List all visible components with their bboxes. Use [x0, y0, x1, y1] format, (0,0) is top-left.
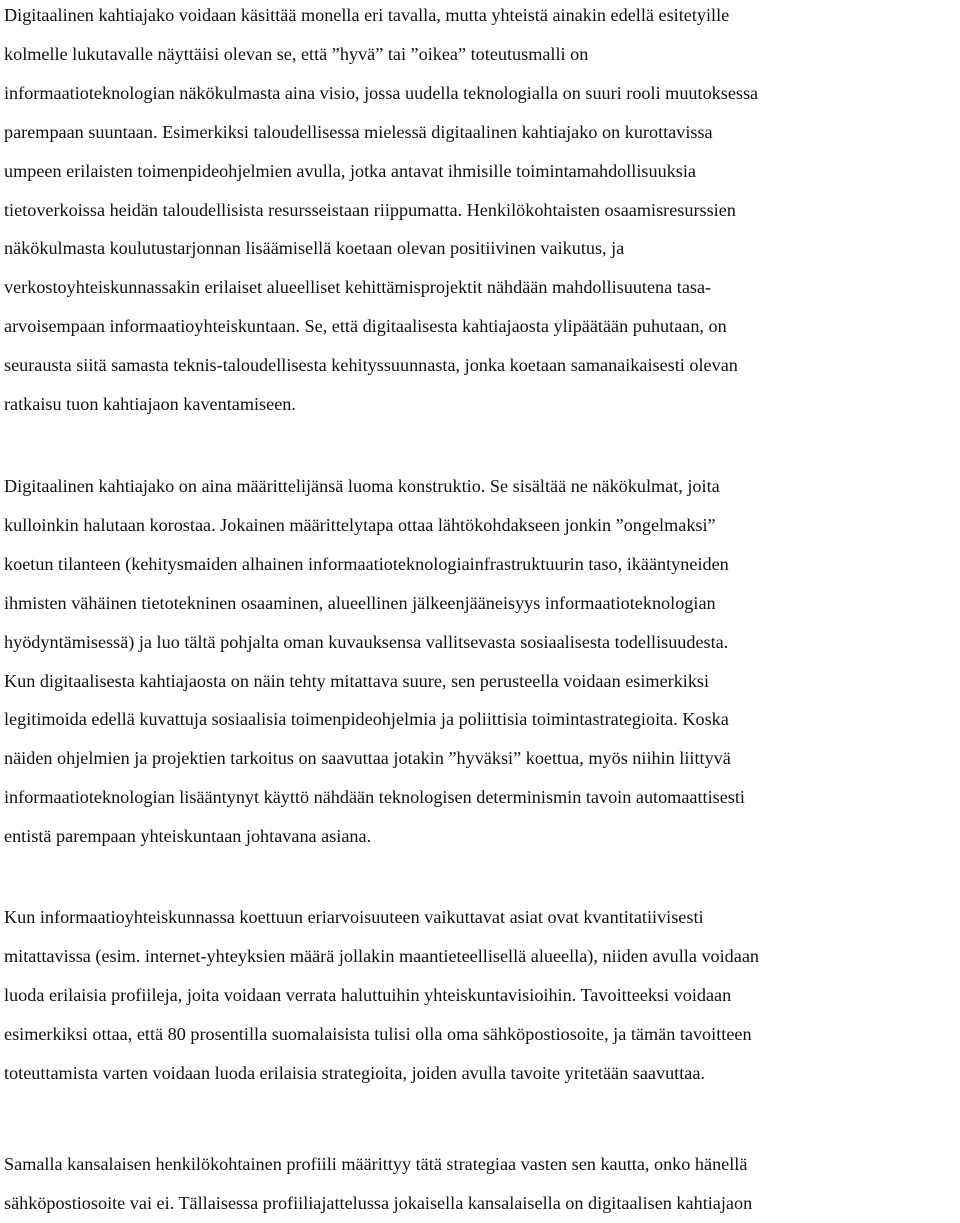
text-line: informaatioteknologian näkökulmasta aina visio, jossa uudella teknologialla on suuri rooli muutoksessa	[4, 82, 759, 103]
paragraph-3	[4, 898, 956, 1093]
text-line: legitimoida edellä kuvattuja sosiaalisia toimenpideohjelmia ja poliittisia toimintastrategioita. Koska	[4, 709, 729, 730]
paragraph-4	[4, 1145, 956, 1223]
text-line: entistä parempaan yhteiskuntaan johtavana asiana.	[4, 826, 372, 847]
text-line: parempaan suuntaan. Esimerkiksi taloudellisessa mielessä digitaalinen kahtiajako on kurottavissa	[4, 121, 713, 142]
text-line: hyödyntämisessä) ja luo tältä pohjalta oman kuvauksensa vallitsevasta sosiaalisesta todellisuudesta.	[4, 631, 729, 652]
text-line: esimerkiksi ottaa, että 80 prosentilla suomalaisista tulisi olla oma sähköpostiosoite, ja tämän tavoitteen	[4, 1023, 752, 1044]
paragraph-1	[4, 0, 956, 424]
text-line: Kun digitaalisesta kahtiajaosta on näin tehty mitattava suure, sen perusteella voidaan esimerkiksi	[4, 670, 710, 691]
text-line: verkostoyhteiskunnassakin erilaiset alueelliset kehittämisprojektit nähdään mahdollisuutena tasa-	[4, 277, 712, 298]
text-line: toteuttamista varten voidaan luoda erilaisia strategioita, joiden avulla tavoite yritetään saavuttaa.	[4, 1062, 705, 1083]
text-line: Digitaalinen kahtiajako voidaan käsittää monella eri tavalla, mutta yhteistä ainakin edellä esitetyille	[4, 5, 730, 25]
text-line: näiden ohjelmien ja projektien tarkoitus on saavuttaa jotakin ”hyväksi” koettua, myös niihin liittyvä	[4, 748, 731, 769]
text-line: ihmisten vähäinen tietotekninen osaaminen, alueellinen jälkeenjääneisyys informaatioteknologian	[4, 592, 716, 613]
text-line: kolmelle lukutavalle näyttäisi olevan se, että ”hyvä” tai ”oikea” toteutusmalli on	[4, 43, 589, 64]
text-line: Digitaalinen kahtiajako on aina määrittelijänsä luoma konstruktio. Se sisältää ne näkökulmat, joita	[4, 476, 720, 496]
text-line: mitattavissa (esim. internet-yhteyksien määrä jollakin maantieteellisellä alueella), niiden avulla voidaan	[4, 945, 760, 966]
text-line: sähköpostiosoite vai ei. Tällaisessa profiiliajattelussa jokaisella kansalaisella on digitaalisen kahtiajaon	[4, 1192, 753, 1213]
text-line: informaatioteknologian lisääntynyt käyttö nähdään teknologisen determinismin tavoin automaattisesti	[4, 787, 745, 808]
text-line: kulloinkin halutaan korostaa. Jokainen määrittelytapa ottaa lähtökohdakseen jonkin ”ongelmaksi”	[4, 514, 716, 535]
text-line: umpeen erilaisten toimenpideohjelmien avulla, jotka antavat ihmisille toimintamahdollisuuksia	[4, 160, 696, 181]
text-line: ratkaisu tuon kahtiajaon kaventamiseen.	[4, 394, 296, 415]
text-line: koetun tilanteen (kehitysmaiden alhainen informaatioteknologiainfrastruktuurin taso, ikääntyneiden	[4, 553, 729, 574]
text-line: näkökulmasta koulutustarjonnan lisäämisellä koetaan olevan positiivinen vaikutus, ja	[4, 238, 625, 259]
text-line: Kun informaatioyhteiskunnassa koettuun eriarvoisuuteen vaikuttavat asiat ovat kvantitatiivisesti	[4, 907, 704, 927]
text-line: Samalla kansalaisen henkilökohtainen profiili määrittyy tätä strategiaa vasten sen kautta, onko hänellä	[4, 1154, 748, 1174]
text-line: arvoisempaan informaatioyhteiskuntaan. Se, että digitaalisesta kahtiajaosta ylipäätään puhutaan, on	[4, 316, 727, 337]
paragraph-2	[4, 467, 956, 856]
text-line: luoda erilaisia profiileja, joita voidaan verrata haluttuihin yhteiskuntavisioihin. Tavoitteeksi voidaan	[4, 984, 732, 1005]
text-line: tietoverkoissa heidän taloudellisista resursseistaan riippumatta. Henkilökohtaisten osaamisresurssien	[4, 199, 736, 220]
text-line: seurausta siitä samasta teknis-taloudellisesta kehityssuunnasta, jonka koetaan samanaikaisesti olevan	[4, 355, 738, 376]
